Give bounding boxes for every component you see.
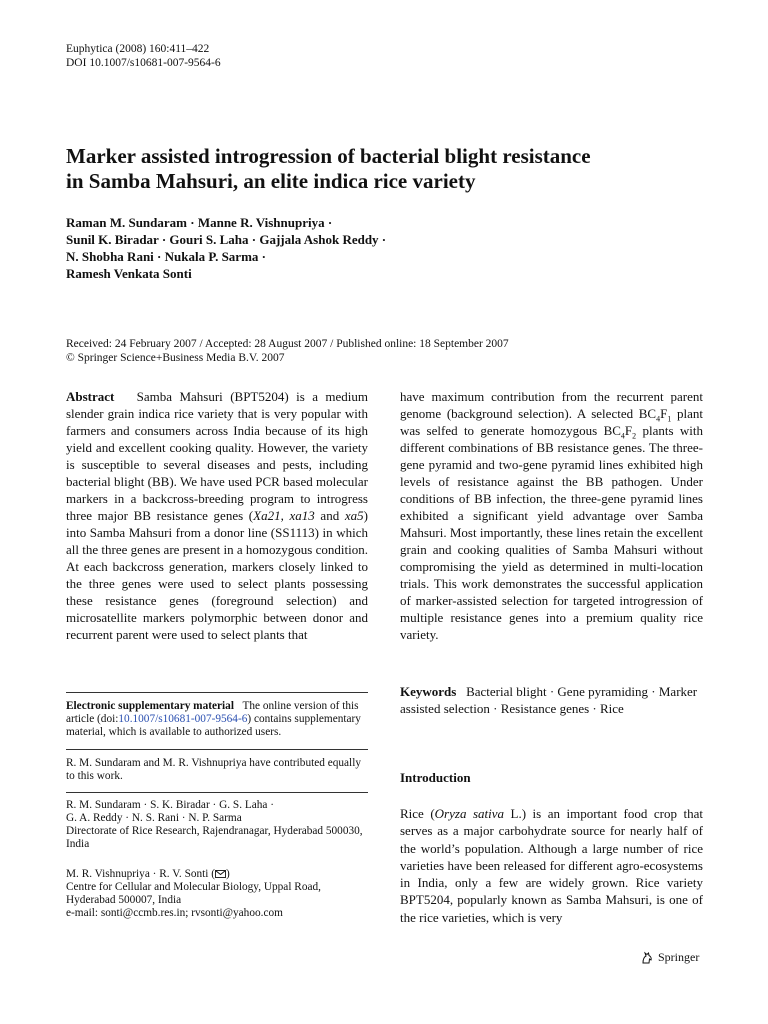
equal-contribution-note: R. M. Sundaram and M. R. Vishnupriya have contributed equally to this work. [66, 757, 361, 782]
species-name: Oryza sativa [434, 806, 505, 821]
author-line: Sunil K. Biradar · Gouri S. Laha · Gajjala Ashok Reddy · [66, 232, 387, 247]
abstract-left-column [66, 388, 368, 643]
title-line-1: Marker assisted introgression of bacterial blight resistance [66, 144, 591, 168]
keywords-block [400, 683, 703, 717]
footnote-divider [66, 792, 368, 793]
author-line: Ramesh Venkata Sonti [66, 266, 192, 281]
journal-citation: Euphytica (2008) 160:411–422 [66, 43, 210, 55]
keywords-text: Bacterial blight · Gene pyramiding · Marker assisted selection · Resistance genes · Rice [400, 684, 698, 716]
springer-horse-icon [640, 951, 654, 965]
abstract-text: ) into Samba Mahsuri from a donor line (SS1113) in which all the three genes are present in a homozygous condition. At each backcross generation, markers closely linked to the three genes were used to select plants possessing these resistance genes (foreground selection) and microsatellite markers polymorphic between donor and recurrent parent were used to select plants that [66, 508, 368, 642]
journal-header [66, 42, 221, 70]
introduction-heading: Introduction [400, 770, 471, 785]
copyright-line: © Springer Science+Business Media B.V. 2007 [66, 352, 285, 364]
esm-label: Electronic supplementary material [66, 700, 234, 712]
keywords-label: Keywords [400, 684, 457, 699]
dates-line: Received: 24 February 2007 / Accepted: 28 August 2007 / Published online: 18 September 2007 [66, 338, 509, 350]
envelope-icon [215, 870, 226, 878]
gene-names: Xa21, xa13 [253, 508, 315, 523]
affiliation-2: M. R. Vishnupriya · R. V. Sonti ( ) Centre for Cellular and Molecular Biology, Uppal Road, Hyderabad 500007, India e-mail: sonti@ccmb.res.in; rvsonti@yahoo.com [66, 868, 368, 920]
publisher-name: Springer [658, 950, 700, 964]
esm-footnote: Electronic supplementary material The online version of this article (doi:10.1007/s10681-007-9564-6) contains supplementary material, which is available to authorized users. [66, 700, 361, 738]
doi-link[interactable]: 10.1007/s10681-007-9564-6 [118, 713, 248, 725]
abstract-right-column [400, 388, 703, 643]
title-line-2: in Samba Mahsuri, an elite indica rice variety [66, 169, 476, 193]
footnote-divider [66, 749, 368, 750]
footnote-divider [66, 692, 368, 693]
author-list [66, 214, 386, 282]
abstract-label: Abstract [66, 389, 115, 404]
abstract-text: and [314, 508, 345, 523]
journal-doi: DOI 10.1007/s10681-007-9564-6 [66, 57, 221, 69]
email-line: e-mail: sonti@ccmb.res.in; rvsonti@yahoo.com [66, 907, 283, 919]
author-line: N. Shobha Rani · Nukala P. Sarma · [66, 249, 266, 264]
publication-dates [66, 337, 509, 365]
abstract-continuation: have maximum contribution from the recurrent parent genome (background selection). A selected $BC_4F_1$ plant was selfed to generate homozygous $BC_4F_2$ plants with different combinations of BB resistance genes. The three-gene pyramid and two-gene pyramid lines exhibited high levels of resistance against the BB pathogen. Under conditions of BB infection, the three-gene pyramid lines exhibited a significant yield advantage over Samba Mahsuri. Most importantly, these lines retain the excellent grain and cooking qualities of Samba Mahsuri without compromising the yield as determined in multi-location trials. This work demonstrates the successful application of marker-assisted selection for targeted introgression of multiple resistance genes into a premium quality rice variety. [400, 389, 703, 642]
author-line: Raman M. Sundaram · Manne R. Vishnupriya · [66, 215, 333, 230]
abstract-paragraph [66, 388, 368, 643]
abstract-text: Samba Mahsuri (BPT5204) is a medium slender grain indica rice variety that is very popular with farmers and consumers across India because of its high yield and excellent cooking quality. However, the variety is susceptible to several diseases and pests, including bacterial blight (BB). We have used PCR based molecular markers in a backcross-breeding program to introgress three major BB resistance genes ( [66, 389, 369, 523]
introduction-text: Rice (Oryza sativa L.) is an important food crop that serves as a major carbohydrate source for nearly half of the world’s population. Although a large number of rice varieties have been released for different agro-ecosystems in India, only a few are widely grown. Rice variety BPT5204, popularly known as Samba Mahsuri, is one of the rice varieties, which is very [400, 806, 703, 925]
article-title [66, 144, 706, 194]
publisher-footer [640, 950, 699, 965]
affiliation-1: R. M. Sundaram · S. K. Biradar · G. S. Laha · G. A. Reddy · N. S. Rani · N. P. Sarma Directorate of Rice Research, Rajendranagar, Hyderabad 500030, India [66, 799, 363, 850]
gene-name: xa5 [344, 508, 364, 523]
